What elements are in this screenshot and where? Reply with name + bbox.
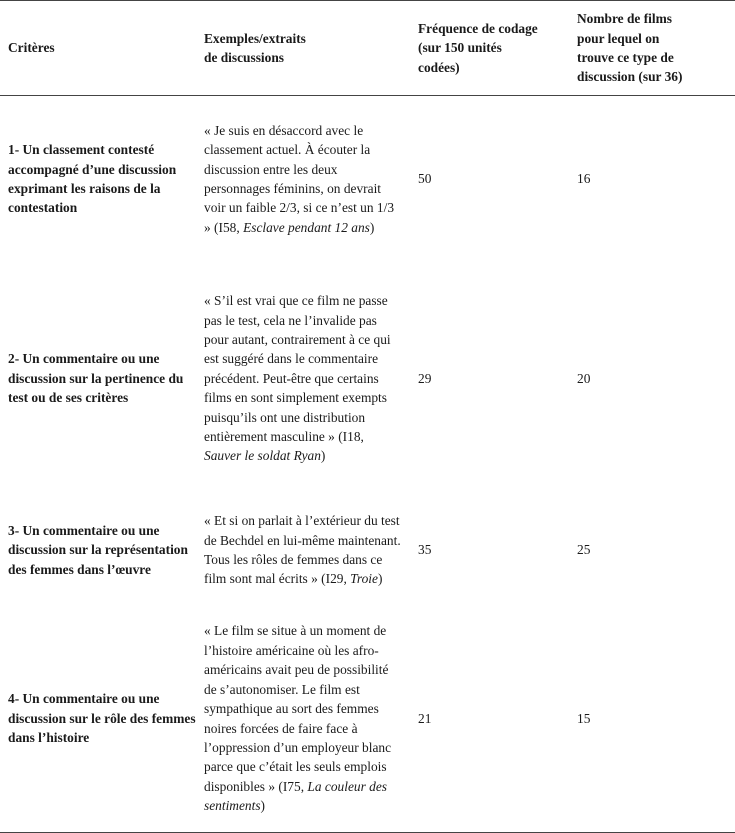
example-text: « Je suis en désaccord avec le classement actuel. À écouter la discussion entre les deux personnages féminins, on devrait voir un faible 2/3, si ce n’est un 1/3 » (I58, (204, 122, 395, 235)
frequency-cell: 35 (418, 542, 432, 558)
example-close: ) (320, 448, 326, 464)
example-text: « Le film se situe à un moment de l’histoire américaine où les afro-américains avait peu de possibilité de s’autonomiser. Le film est sympathique au sort des femmes noires forcées de faire face à l’oppression d’un employeur blanc parce que c’était les seuls emplois disponibles » (I75, (204, 623, 392, 794)
header-films (575, 1, 735, 96)
header-row (0, 1, 735, 96)
frequency-cell: 50 (418, 171, 432, 187)
example-close: ) (377, 571, 383, 587)
film-title: Esclave pendant 12 ans (243, 219, 370, 235)
table-row (0, 495, 735, 605)
table-row (0, 96, 735, 263)
frequency-cell: 21 (411, 605, 575, 833)
films-count-cell: 15 (575, 605, 735, 833)
table-header (0, 1, 735, 96)
example-text: « S’il est vrai que ce film ne passe pas le test, cela ne l’invalide pas pour autant, contrairement à ce qui est suggéré dans le commentaire précédent. Peut-être que certains films en sont simplement exempts puisqu’ils ont une distribution entièrement masculine » (I18, (204, 293, 391, 445)
example-text: « Et si on parlait à l’extérieur du test de Bechdel en lui-même maintenant. Tous les rôles de femmes dans ce film sont mal écrits » (I29, (204, 513, 401, 587)
film-title: La couleur des sentiments (204, 778, 387, 814)
header-frequency-line2: (sur 150 unités (418, 40, 502, 56)
example-close: ) (369, 219, 375, 235)
film-title: Troie (350, 571, 378, 587)
example-cell (200, 605, 411, 833)
header-examples-line1: Exemples/extraits (204, 30, 306, 46)
header-criteria (0, 1, 200, 96)
header-frequency-line3: codées) (418, 59, 460, 75)
film-title: Sauver le soldat Ryan (204, 448, 321, 464)
header-films-line3: trouve ce type de (577, 50, 674, 65)
header-examples-line2: de discussions (204, 50, 285, 65)
table-row (0, 605, 735, 833)
example-cell (200, 495, 411, 605)
header-criteria-label: Critères (8, 40, 55, 56)
criteria-cell: 3- Un commentaire ou une discussion sur la représentation des femmes dans l’œuvre (8, 522, 188, 577)
header-examples (200, 1, 411, 96)
header-frequency (411, 1, 575, 96)
criteria-cell: 4- Un commentaire ou une discussion sur le rôle des femmes dans l’histoire (0, 605, 200, 833)
header-films-line2: pour lequel on (577, 30, 660, 46)
films-count-cell: 25 (577, 542, 591, 558)
table-row (0, 262, 735, 495)
header-films-line1: Nombre de films (577, 11, 672, 27)
criteria-cell: 1- Un classement contesté accompagné d’une discussion exprimant les raisons de la contestation (8, 142, 177, 216)
example-close: ) (260, 798, 265, 814)
frequency-cell: 29 (418, 370, 432, 386)
example-cell (200, 96, 411, 263)
films-count-cell: 20 (577, 370, 591, 386)
example-cell (200, 262, 411, 495)
header-frequency-line1: Fréquence de codage (418, 20, 538, 36)
criteria-cell: 2- Un commentaire ou une discussion sur la pertinence du test ou de ses critères (8, 351, 184, 406)
header-films-line4: discussion (sur 36) (577, 69, 683, 85)
films-count-cell: 16 (577, 171, 591, 187)
table-body (0, 96, 735, 833)
